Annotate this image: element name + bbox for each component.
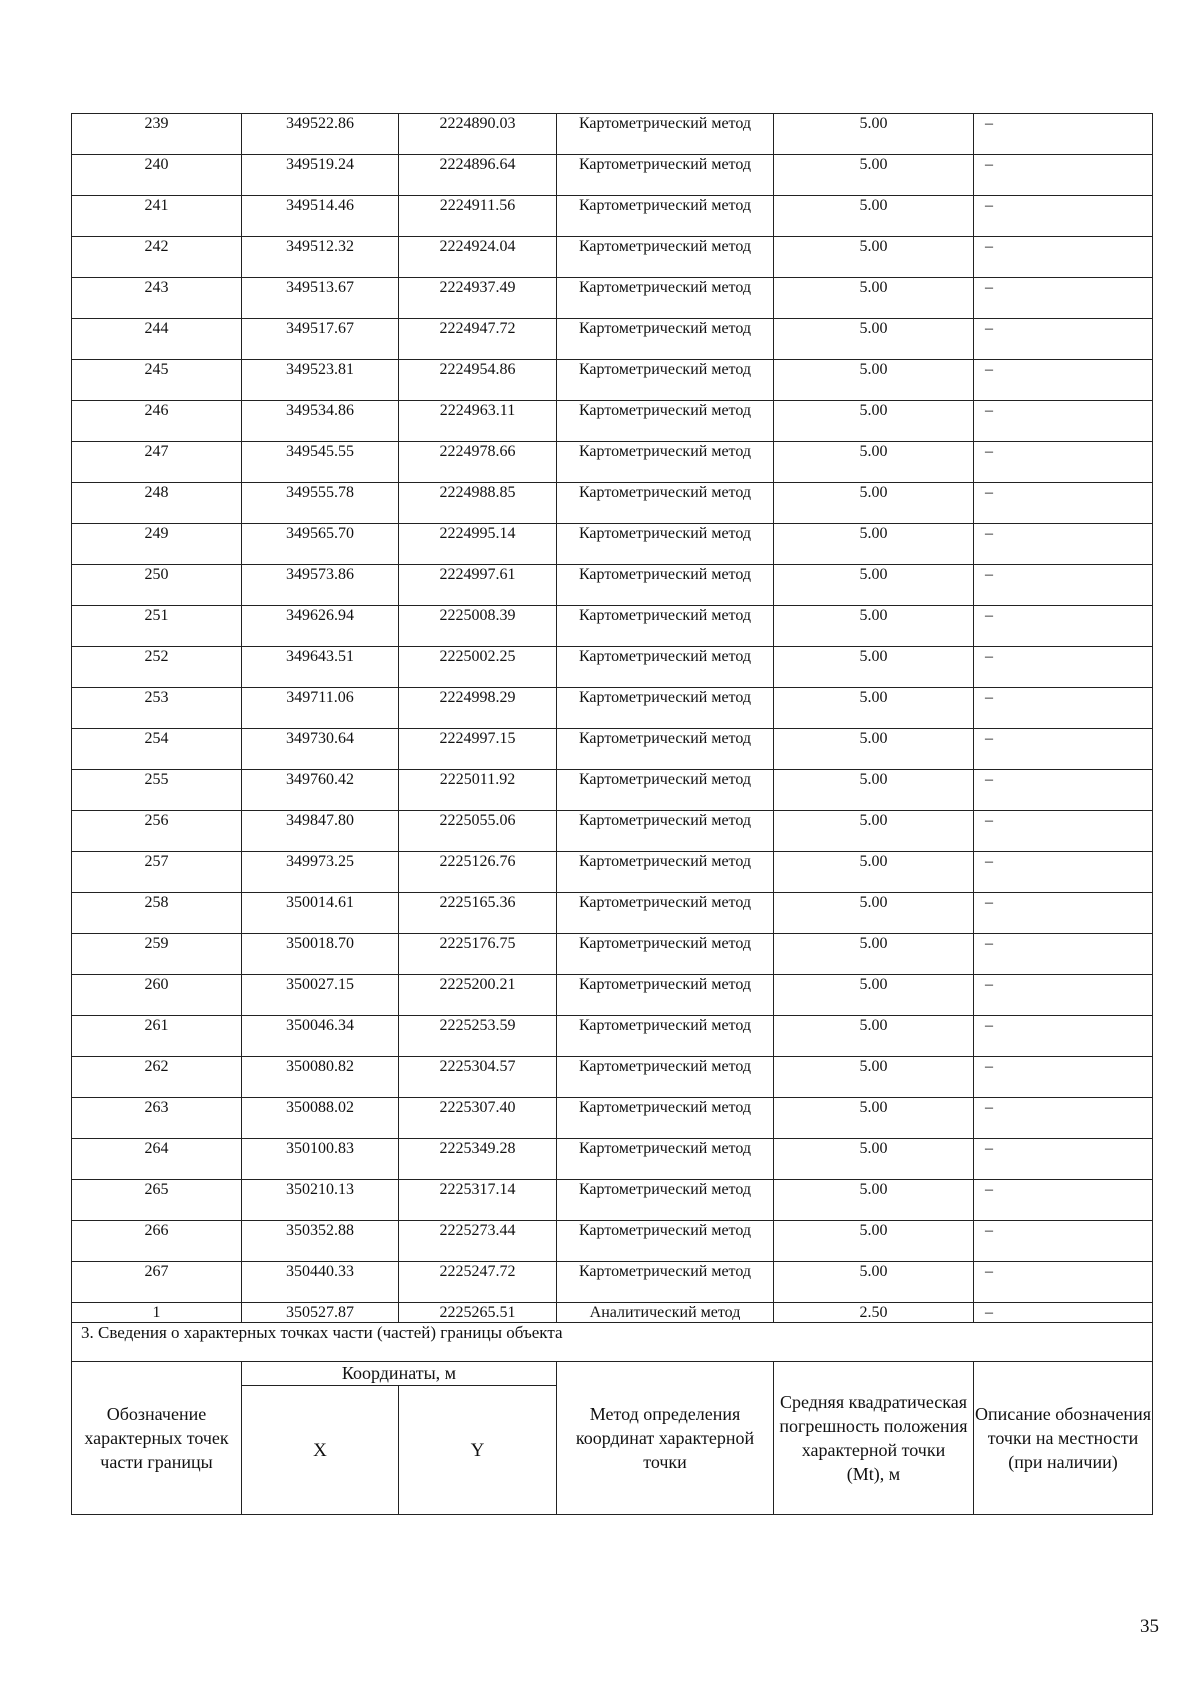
- cell-coord-x: 349534.86: [242, 401, 399, 442]
- cell-accuracy: 5.00: [774, 729, 974, 770]
- cell-method: Картометрический метод: [557, 237, 774, 278]
- cell-accuracy: 5.00: [774, 934, 974, 975]
- cell-accuracy: 5.00: [774, 196, 974, 237]
- section3-table: [72, 1323, 1153, 1515]
- cell-accuracy: 5.00: [774, 1221, 974, 1262]
- cell-coord-x: 350527.87: [242, 1303, 399, 1323]
- cell-description: –: [974, 1180, 1153, 1221]
- cell-point-number: 264: [72, 1139, 242, 1180]
- table-row: [72, 934, 1153, 975]
- cell-description: –: [974, 893, 1153, 934]
- cell-coord-x: 350027.15: [242, 975, 399, 1016]
- cell-point-number: 250: [72, 565, 242, 606]
- cell-coord-y: 2225008.39: [399, 606, 557, 647]
- table-row: [72, 360, 1153, 401]
- cell-coord-x: 350100.83: [242, 1139, 399, 1180]
- cell-coord-y: 2224995.14: [399, 524, 557, 565]
- cell-accuracy: 5.00: [774, 360, 974, 401]
- table-row: [72, 1180, 1153, 1221]
- cell-point-number: 246: [72, 401, 242, 442]
- cell-point-number: 255: [72, 770, 242, 811]
- cell-description: –: [974, 647, 1153, 688]
- cell-coord-x: 349512.32: [242, 237, 399, 278]
- accuracy-header-text: Средняя квадратическая погрешность положения характерной точки: [779, 1392, 968, 1460]
- cell-method: Картометрический метод: [557, 606, 774, 647]
- table-row: [72, 606, 1153, 647]
- cell-coord-x: 349514.46: [242, 196, 399, 237]
- cell-method: Картометрический метод: [557, 1221, 774, 1262]
- cell-description: –: [974, 278, 1153, 319]
- cell-accuracy: 5.00: [774, 688, 974, 729]
- cell-coord-y: 2225304.57: [399, 1057, 557, 1098]
- cell-accuracy: 5.00: [774, 524, 974, 565]
- cell-accuracy: 5.00: [774, 647, 974, 688]
- cell-coord-x: 350352.88: [242, 1221, 399, 1262]
- cell-coord-x: 350210.13: [242, 1180, 399, 1221]
- cell-coord-y: 2225055.06: [399, 811, 557, 852]
- cell-coord-y: 2225265.51: [399, 1303, 557, 1323]
- cell-coord-y: 2225253.59: [399, 1016, 557, 1057]
- cell-coord-y: 2224954.86: [399, 360, 557, 401]
- cell-method: Картометрический метод: [557, 811, 774, 852]
- section3-title: 3. Сведения о характерных точках части (частей) границы объекта: [72, 1323, 1153, 1362]
- cell-description: –: [974, 975, 1153, 1016]
- cell-description: –: [974, 852, 1153, 893]
- cell-accuracy: 5.00: [774, 319, 974, 360]
- cell-method: Картометрический метод: [557, 852, 774, 893]
- cell-coord-y: 2224896.64: [399, 155, 557, 196]
- cell-point-number: 266: [72, 1221, 242, 1262]
- cell-method: Картометрический метод: [557, 975, 774, 1016]
- cell-coord-y: 2224963.11: [399, 401, 557, 442]
- cell-point-number: 253: [72, 688, 242, 729]
- cell-description: –: [974, 1262, 1153, 1303]
- cell-description: –: [974, 606, 1153, 647]
- cell-coord-x: 349519.24: [242, 155, 399, 196]
- cell-method: Картометрический метод: [557, 893, 774, 934]
- cell-coord-y: 2225002.25: [399, 647, 557, 688]
- cell-description: –: [974, 319, 1153, 360]
- cell-accuracy: 5.00: [774, 278, 974, 319]
- cell-point-number: 260: [72, 975, 242, 1016]
- cell-method: Картометрический метод: [557, 1057, 774, 1098]
- cell-method: Картометрический метод: [557, 483, 774, 524]
- cell-description: –: [974, 565, 1153, 606]
- column-header-description: Описание обозначения точки на местности (при наличии): [974, 1362, 1153, 1515]
- cell-point-number: 263: [72, 1098, 242, 1139]
- cell-coord-y: 2224937.49: [399, 278, 557, 319]
- cell-coord-x: 349513.67: [242, 278, 399, 319]
- cell-description: –: [974, 1057, 1153, 1098]
- cell-coord-x: 349545.55: [242, 442, 399, 483]
- cell-coord-x: 349517.67: [242, 319, 399, 360]
- cell-description: –: [974, 442, 1153, 483]
- cell-accuracy: 5.00: [774, 811, 974, 852]
- cell-method: Картометрический метод: [557, 360, 774, 401]
- cell-point-number: 249: [72, 524, 242, 565]
- cell-coord-x: 349711.06: [242, 688, 399, 729]
- cell-accuracy: 5.00: [774, 114, 974, 155]
- table-row: [72, 1057, 1153, 1098]
- cell-description: –: [974, 196, 1153, 237]
- cell-description: –: [974, 114, 1153, 155]
- cell-method: Картометрический метод: [557, 196, 774, 237]
- points-table-body: [72, 114, 1153, 1323]
- cell-coord-y: 2224978.66: [399, 442, 557, 483]
- cell-point-number: 252: [72, 647, 242, 688]
- table-row: [72, 893, 1153, 934]
- cell-description: –: [974, 483, 1153, 524]
- column-header-point: Обозначение характерных точек части границы: [72, 1362, 242, 1515]
- table-row: [72, 1098, 1153, 1139]
- cell-coord-x: 349760.42: [242, 770, 399, 811]
- cell-coord-x: 350018.70: [242, 934, 399, 975]
- table-row: [72, 524, 1153, 565]
- page-number: 35: [1140, 1616, 1159, 1637]
- cell-description: –: [974, 524, 1153, 565]
- column-header-method: Метод определения координат характерной точки: [557, 1362, 774, 1515]
- table-row: [72, 1262, 1153, 1303]
- cell-description: –: [974, 1221, 1153, 1262]
- cell-coord-x: 349973.25: [242, 852, 399, 893]
- cell-accuracy: 5.00: [774, 565, 974, 606]
- cell-accuracy: 5.00: [774, 237, 974, 278]
- cell-accuracy: 5.00: [774, 1139, 974, 1180]
- cell-method: Картометрический метод: [557, 647, 774, 688]
- cell-accuracy: 5.00: [774, 1016, 974, 1057]
- cell-coord-y: 2224890.03: [399, 114, 557, 155]
- cell-point-number: 265: [72, 1180, 242, 1221]
- column-header-accuracy: [774, 1362, 974, 1515]
- column-header-coordinates: Координаты, м: [242, 1362, 557, 1386]
- cell-coord-y: 2224997.15: [399, 729, 557, 770]
- table-row: [72, 319, 1153, 360]
- cell-coord-y: 2225273.44: [399, 1221, 557, 1262]
- cell-coord-y: 2225247.72: [399, 1262, 557, 1303]
- cell-method: Картометрический метод: [557, 688, 774, 729]
- cell-point-number: 248: [72, 483, 242, 524]
- cell-accuracy: 5.00: [774, 852, 974, 893]
- cell-point-number: 241: [72, 196, 242, 237]
- cell-method: Картометрический метод: [557, 114, 774, 155]
- cell-point-number: 262: [72, 1057, 242, 1098]
- cell-description: –: [974, 1139, 1153, 1180]
- cell-method: Картометрический метод: [557, 524, 774, 565]
- cell-accuracy: 5.00: [774, 770, 974, 811]
- cell-point-number: 259: [72, 934, 242, 975]
- cell-point-number: 261: [72, 1016, 242, 1057]
- cell-accuracy: 5.00: [774, 442, 974, 483]
- cell-coord-x: 349522.86: [242, 114, 399, 155]
- cell-coord-y: 2225200.21: [399, 975, 557, 1016]
- cell-coord-y: 2224911.56: [399, 196, 557, 237]
- cell-point-number: 244: [72, 319, 242, 360]
- table-row: [72, 1221, 1153, 1262]
- cell-method: Картометрический метод: [557, 1262, 774, 1303]
- column-header-y: Y: [399, 1386, 557, 1515]
- cell-coord-x: 349523.81: [242, 360, 399, 401]
- cell-coord-y: 2225307.40: [399, 1098, 557, 1139]
- cell-method: Картометрический метод: [557, 1016, 774, 1057]
- table-row: [72, 114, 1153, 155]
- cell-accuracy: 5.00: [774, 975, 974, 1016]
- cell-coord-x: 349847.80: [242, 811, 399, 852]
- cell-coord-y: 2224997.61: [399, 565, 557, 606]
- cell-accuracy: 5.00: [774, 1262, 974, 1303]
- cell-point-number: 256: [72, 811, 242, 852]
- cell-method: Картометрический метод: [557, 729, 774, 770]
- table-row: [72, 278, 1153, 319]
- cell-point-number: 254: [72, 729, 242, 770]
- table-row: [72, 442, 1153, 483]
- cell-method: Картометрический метод: [557, 1180, 774, 1221]
- table-row: [72, 155, 1153, 196]
- cell-method: Картометрический метод: [557, 155, 774, 196]
- cell-coord-y: 2225011.92: [399, 770, 557, 811]
- cell-coord-x: 349555.78: [242, 483, 399, 524]
- table-row: [72, 852, 1153, 893]
- cell-coord-y: 2224947.72: [399, 319, 557, 360]
- cell-description: –: [974, 1016, 1153, 1057]
- cell-coord-y: 2225176.75: [399, 934, 557, 975]
- cell-coord-x: 350046.34: [242, 1016, 399, 1057]
- table-row: [72, 237, 1153, 278]
- cell-method: Картометрический метод: [557, 278, 774, 319]
- table-row: [72, 483, 1153, 524]
- cell-description: –: [974, 1098, 1153, 1139]
- cell-method: Картометрический метод: [557, 934, 774, 975]
- cell-description: –: [974, 1303, 1153, 1323]
- cell-coord-x: 350088.02: [242, 1098, 399, 1139]
- cell-accuracy: 5.00: [774, 401, 974, 442]
- cell-point-number: 242: [72, 237, 242, 278]
- cell-coord-x: 350080.82: [242, 1057, 399, 1098]
- cell-point-number: 247: [72, 442, 242, 483]
- accuracy-header-symbol: (Mt), м: [846, 1464, 901, 1484]
- table-row: [72, 565, 1153, 606]
- table-row: [72, 1303, 1153, 1323]
- cell-method: Картометрический метод: [557, 565, 774, 606]
- cell-coord-x: 350014.61: [242, 893, 399, 934]
- table-row: [72, 1016, 1153, 1057]
- cell-accuracy: 2.50: [774, 1303, 974, 1323]
- table-row: [72, 401, 1153, 442]
- table-row: [72, 729, 1153, 770]
- table-row: [72, 196, 1153, 237]
- cell-point-number: 267: [72, 1262, 242, 1303]
- cell-accuracy: 5.00: [774, 606, 974, 647]
- cell-point-number: 239: [72, 114, 242, 155]
- table-row: [72, 811, 1153, 852]
- cell-accuracy: 5.00: [774, 893, 974, 934]
- cell-coord-x: 349643.51: [242, 647, 399, 688]
- cell-description: –: [974, 688, 1153, 729]
- cell-point-number: 243: [72, 278, 242, 319]
- cell-description: –: [974, 237, 1153, 278]
- cell-description: –: [974, 729, 1153, 770]
- column-header-x: X: [242, 1386, 399, 1515]
- table-row: [72, 1139, 1153, 1180]
- cell-method: Картометрический метод: [557, 1139, 774, 1180]
- cell-accuracy: 5.00: [774, 1098, 974, 1139]
- cell-method: Картометрический метод: [557, 319, 774, 360]
- cell-point-number: 258: [72, 893, 242, 934]
- cell-accuracy: 5.00: [774, 1180, 974, 1221]
- cell-coord-y: 2224998.29: [399, 688, 557, 729]
- cell-description: –: [974, 401, 1153, 442]
- cell-coord-x: 349573.86: [242, 565, 399, 606]
- cell-method: Картометрический метод: [557, 442, 774, 483]
- table-row: [72, 770, 1153, 811]
- cell-accuracy: 5.00: [774, 1057, 974, 1098]
- cell-coord-y: 2224988.85: [399, 483, 557, 524]
- cell-method: Картометрический метод: [557, 1098, 774, 1139]
- cell-description: –: [974, 811, 1153, 852]
- cell-point-number: 245: [72, 360, 242, 401]
- cell-coord-y: 2225349.28: [399, 1139, 557, 1180]
- cell-description: –: [974, 770, 1153, 811]
- cell-coord-x: 349730.64: [242, 729, 399, 770]
- cell-coord-x: 350440.33: [242, 1262, 399, 1303]
- cell-coord-x: 349565.70: [242, 524, 399, 565]
- cell-description: –: [974, 155, 1153, 196]
- cell-point-number: 257: [72, 852, 242, 893]
- cell-description: –: [974, 360, 1153, 401]
- cell-coord-x: 349626.94: [242, 606, 399, 647]
- boundary-points-table: [71, 113, 1153, 1515]
- cell-coord-y: 2225126.76: [399, 852, 557, 893]
- cell-description: –: [974, 934, 1153, 975]
- cell-point-number: 240: [72, 155, 242, 196]
- cell-coord-y: 2225165.36: [399, 893, 557, 934]
- cell-method: Картометрический метод: [557, 401, 774, 442]
- table-row: [72, 975, 1153, 1016]
- cell-point-number: 1: [72, 1303, 242, 1323]
- cell-point-number: 251: [72, 606, 242, 647]
- table-row: [72, 688, 1153, 729]
- cell-coord-y: 2225317.14: [399, 1180, 557, 1221]
- cell-coord-y: 2224924.04: [399, 237, 557, 278]
- table-row: [72, 647, 1153, 688]
- cell-method: Аналитический метод: [557, 1303, 774, 1323]
- cell-accuracy: 5.00: [774, 155, 974, 196]
- cell-accuracy: 5.00: [774, 483, 974, 524]
- cell-method: Картометрический метод: [557, 770, 774, 811]
